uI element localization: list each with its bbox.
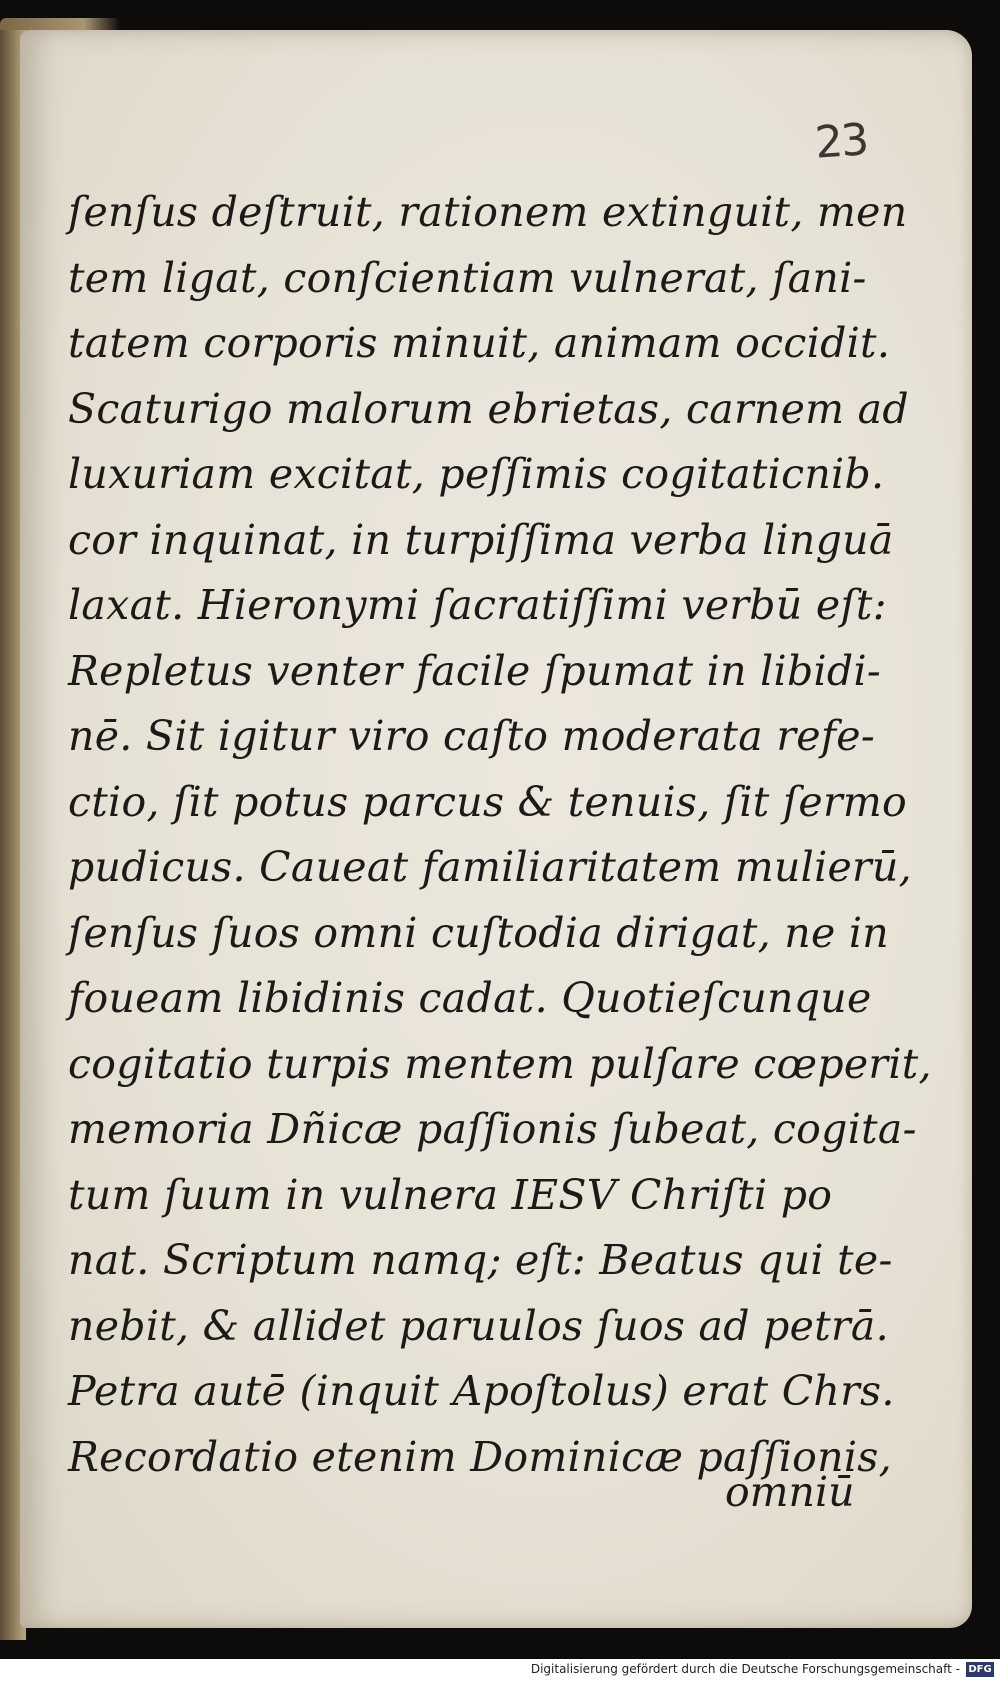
text-line: memoria Dñicæ paſſionis ſubeat, cogita-: [68, 1105, 917, 1153]
footer-bar: [0, 1659, 1000, 1681]
dfg-logo: DFG: [966, 1662, 994, 1677]
text-line: laxat. Hieronymi ſacratiſſimi verbū eſt:: [68, 581, 887, 629]
folio-number: 23: [813, 114, 869, 169]
catchword: omniū: [725, 1468, 855, 1516]
text-line: Scaturigo malorum ebrietas, carnem ad: [68, 384, 909, 433]
footer-credit: Digitalisierung gefördert durch die Deutsche Forschungsgemeinschaft -: [530, 1662, 960, 1676]
text-line: ctio, ſit potus parcus & tenuis, ſit ſermo: [68, 777, 908, 826]
text-line: luxuriam excitat, peſſimis cogitaticnib.: [68, 450, 885, 498]
text-line: cogitatio turpis mentem pulſare cœperit,: [68, 1039, 932, 1088]
text-line: pudicus. Caueat familiaritatem mulierū,: [68, 843, 912, 891]
text-line: cor inquinat, in turpiſſima verba linguā: [68, 515, 894, 564]
text-line: ſenſus ſuos omni cuſtodia dirigat, ne in: [68, 908, 890, 957]
text-line: nat. Scriptum namq; eſt: Beatus qui te-: [68, 1236, 893, 1284]
text-line: foueam libidinis cadat. Quotieſcunque: [68, 974, 872, 1022]
book-page: [20, 30, 972, 1628]
text-line: nē. Sit igitur viro caſto moderata refe-: [68, 712, 876, 760]
text-line: Repletus venter facile ſpumat in libidi-: [68, 646, 882, 695]
text-line: Petra autē (inquit Apoſtolus) erat Chrs.: [68, 1367, 895, 1415]
text-line: tem ligat, conſcientiam vulnerat, ſani-: [68, 253, 867, 302]
text-line: tum ſuum in vulnera IESV Chriſti po: [68, 1170, 833, 1219]
text-line: Recordatio etenim Dominicæ paſſionis,: [68, 1432, 892, 1481]
text-line: tatem corporis minuit, animam occidit.: [68, 319, 891, 367]
text-line: ſenſus deſtruit, rationem extinguit, men: [68, 188, 908, 236]
text-line: nebit, & allidet paruulos ſuos ad petrā.: [68, 1301, 889, 1350]
text-block: [68, 180, 932, 1490]
